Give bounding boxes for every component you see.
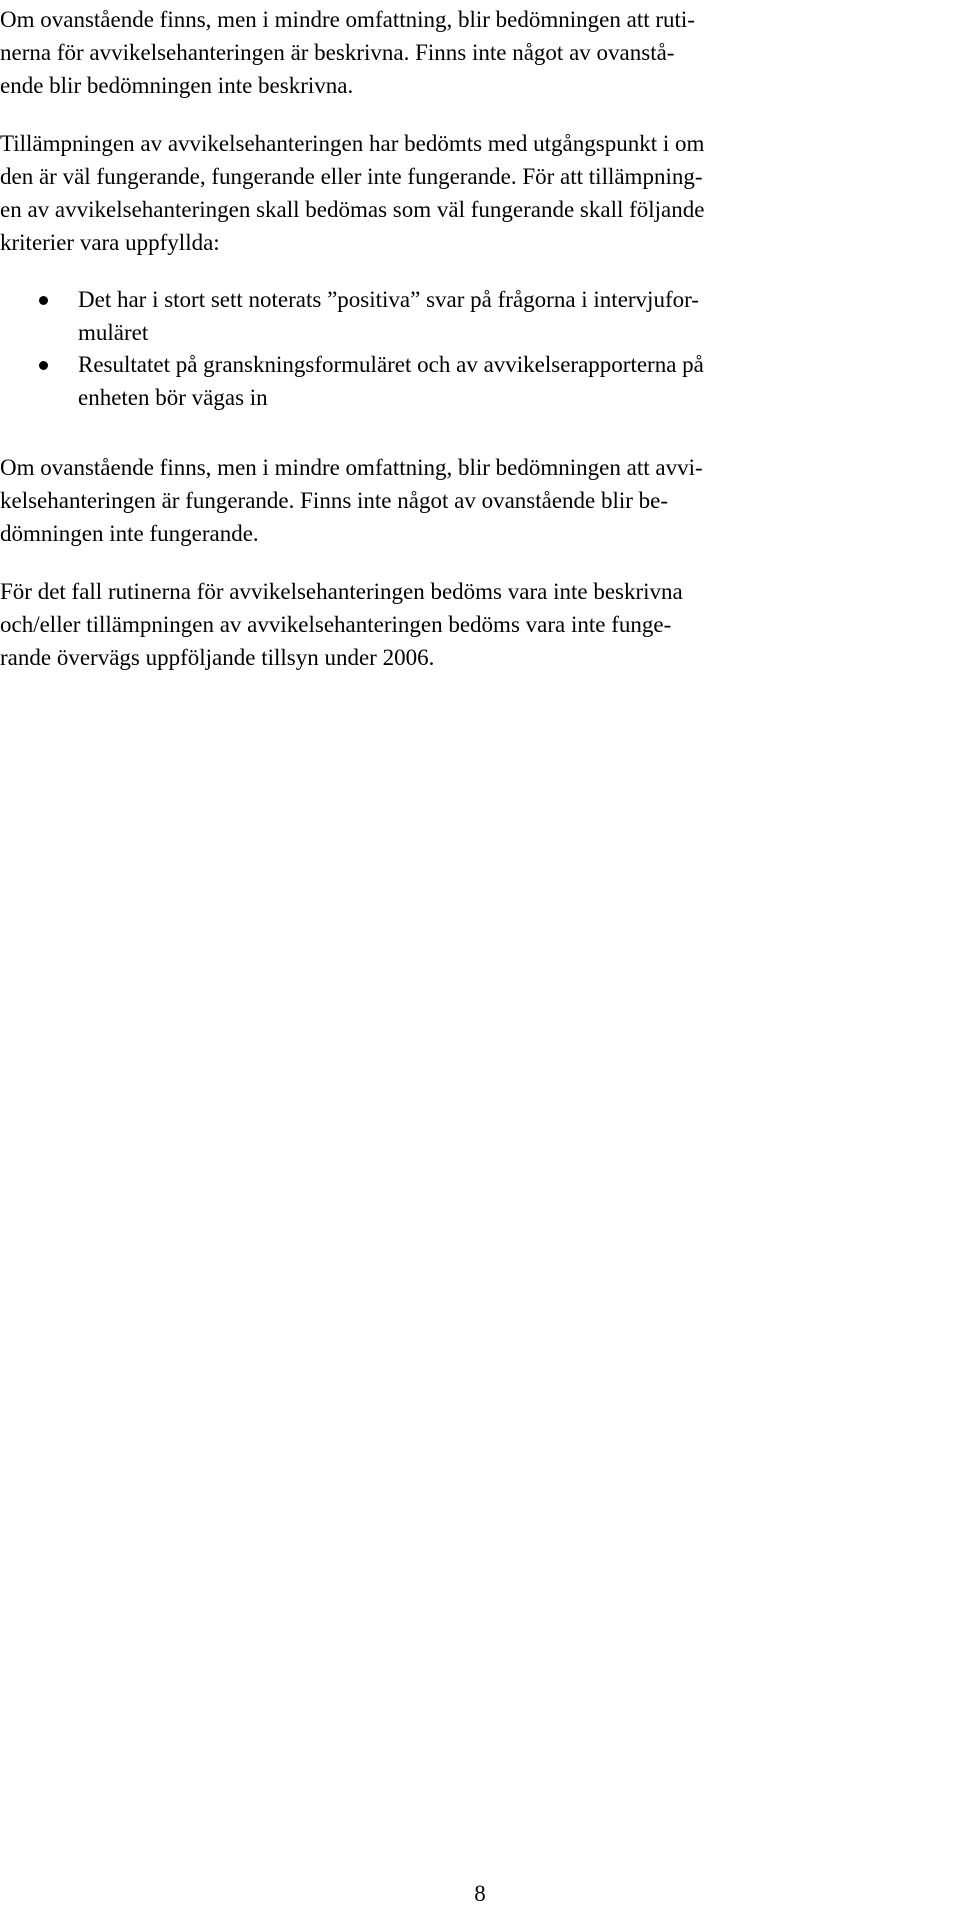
paragraph-2-line-4: kriterier vara uppfyllda: <box>0 230 220 255</box>
bullet-icon <box>39 361 48 370</box>
paragraph-4-line-2: och/eller tillämpningen av avvikelsehanteringen bedöms vara inte funge- <box>0 612 672 637</box>
paragraph-3-line-3: dömningen inte fungerande. <box>0 521 259 546</box>
paragraph-1-line-3: ende blir bedömningen inte beskrivna. <box>0 73 354 98</box>
bullet-icon <box>39 296 48 305</box>
list-item-line-1: Det har i stort sett noterats ”positiva” svar på frågorna i intervjufor- <box>78 287 699 312</box>
paragraph-3-line-1: Om ovanstående finns, men i mindre omfattning, blir bedömningen att avvi- <box>0 455 703 480</box>
list-item-line-2: enheten bör vägas in <box>78 385 268 410</box>
paragraph-3-line-2: kelsehanteringen är fungerande. Finns inte något av ovanstående blir be- <box>0 488 669 513</box>
list-item-line-2: muläret <box>78 320 149 345</box>
paragraph-1-line-2: nerna för avvikelsehanteringen är beskrivna. Finns inte något av ovanstå- <box>0 40 675 65</box>
list-item-line-1: Resultatet på granskningsformuläret och av avvikelserapporterna på <box>78 352 704 377</box>
paragraph-2-line-1: Tillämpningen av avvikelsehanteringen har bedömts med utgångspunkt i om <box>0 131 705 156</box>
paragraph-4-line-3: rande övervägs uppföljande tillsyn under 2006. <box>0 645 435 670</box>
page-number: 8 <box>474 1881 486 1906</box>
paragraph-1-line-1: Om ovanstående finns, men i mindre omfattning, blir bedömningen att ruti- <box>0 7 695 32</box>
paragraph-4-line-1: För det fall rutinerna för avvikelsehanteringen bedöms vara inte beskrivna <box>0 579 683 604</box>
paragraph-2-line-2: den är väl fungerande, fungerande eller inte fungerande. För att tillämpning- <box>0 164 703 189</box>
paragraph-2-line-3: en av avvikelsehanteringen skall bedömas som väl fungerande skall följande <box>0 197 705 222</box>
